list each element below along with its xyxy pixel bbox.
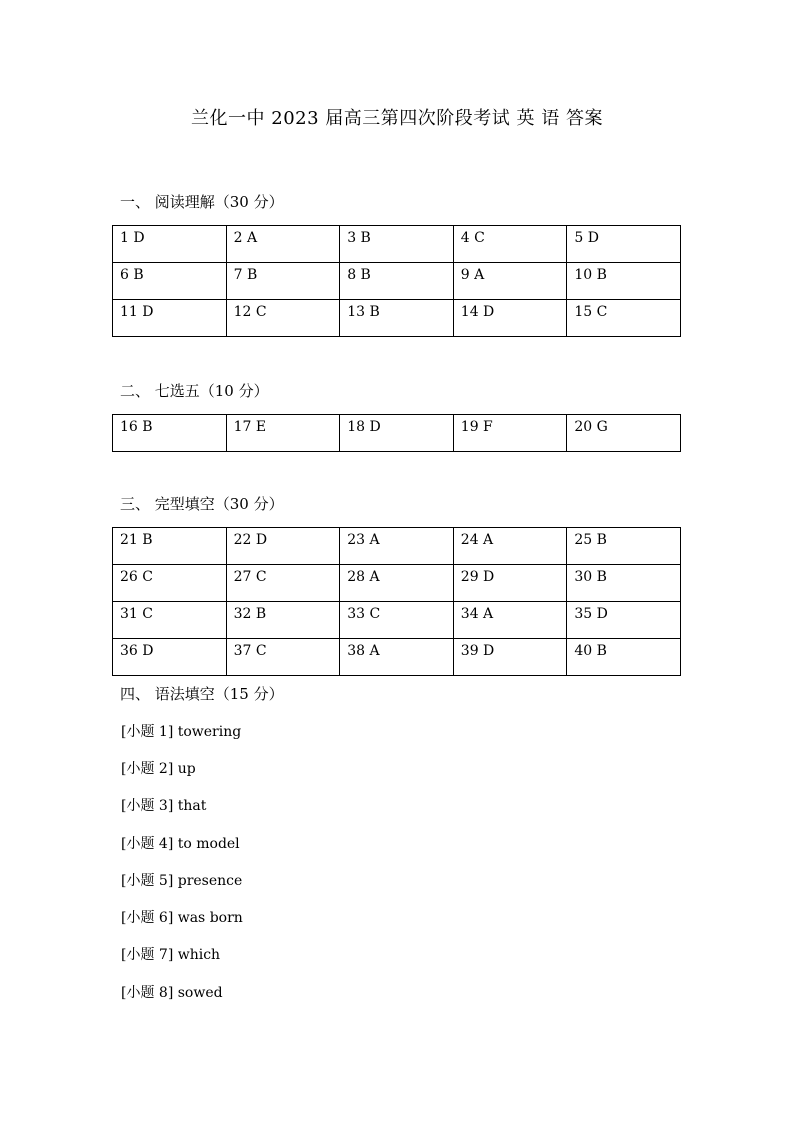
answer-cell: 12 C xyxy=(226,300,340,337)
answer-cell: 34 A xyxy=(453,602,567,639)
table-row xyxy=(113,602,681,639)
section-heading-grammar: 四、 语法填空（15 分） xyxy=(120,685,284,703)
table-row xyxy=(113,528,681,565)
list-item: [小题 7] which xyxy=(121,947,221,963)
answer-cell: 13 B xyxy=(340,300,454,337)
answer-cell: 30 B xyxy=(567,565,681,602)
answer-cell: 1 D xyxy=(113,226,227,263)
answer-cell: 29 D xyxy=(453,565,567,602)
answer-cell: 4 C xyxy=(453,226,567,263)
answer-cell: 26 C xyxy=(113,565,227,602)
answer-cell: 2 A xyxy=(226,226,340,263)
answer-cell: 33 C xyxy=(340,602,454,639)
list-item: [小题 6] was born xyxy=(121,910,243,926)
answer-cell: 35 D xyxy=(567,602,681,639)
answer-cell: 24 A xyxy=(453,528,567,565)
answer-table-cloze xyxy=(112,527,681,676)
page-title: 兰化一中 2023 届高三第四次阶段考试 英 语 答案 xyxy=(191,108,603,129)
answer-cell: 36 D xyxy=(113,639,227,676)
section-heading-reading: 一、 阅读理解（30 分） xyxy=(120,193,284,211)
answer-cell: 15 C xyxy=(567,300,681,337)
answer-cell: 27 C xyxy=(226,565,340,602)
answer-cell: 40 B xyxy=(567,639,681,676)
list-item: [小题 3] that xyxy=(121,798,207,814)
answer-cell: 18 D xyxy=(340,415,454,452)
list-item: [小题 2] up xyxy=(121,761,196,777)
answer-cell: 31 C xyxy=(113,602,227,639)
answer-cell: 21 B xyxy=(113,528,227,565)
answer-table-seven-choose-five xyxy=(112,414,681,452)
answer-cell: 17 E xyxy=(226,415,340,452)
answer-cell: 11 D xyxy=(113,300,227,337)
answer-cell: 6 B xyxy=(113,263,227,300)
answer-cell: 16 B xyxy=(113,415,227,452)
answer-cell: 22 D xyxy=(226,528,340,565)
answer-cell: 39 D xyxy=(453,639,567,676)
list-item: [小题 1] towering xyxy=(121,724,242,740)
list-item: [小题 8] sowed xyxy=(121,985,223,1001)
answer-cell: 38 A xyxy=(340,639,454,676)
answer-cell: 37 C xyxy=(226,639,340,676)
answer-cell: 23 A xyxy=(340,528,454,565)
answer-cell: 9 A xyxy=(453,263,567,300)
answer-cell: 3 B xyxy=(340,226,454,263)
answer-cell: 14 D xyxy=(453,300,567,337)
table-row xyxy=(113,300,681,337)
list-item: [小题 5] presence xyxy=(121,873,243,889)
table-row xyxy=(113,263,681,300)
answer-table-reading xyxy=(112,225,681,337)
answer-cell: 28 A xyxy=(340,565,454,602)
answer-cell: 8 B xyxy=(340,263,454,300)
section-heading-cloze: 三、 完型填空（30 分） xyxy=(120,495,284,513)
answer-cell: 20 G xyxy=(567,415,681,452)
answer-cell: 25 B xyxy=(567,528,681,565)
section-heading-seven-choose-five: 二、 七选五（10 分） xyxy=(120,382,269,400)
table-row xyxy=(113,565,681,602)
answer-cell: 19 F xyxy=(453,415,567,452)
list-item: [小题 4] to model xyxy=(121,836,240,852)
answer-cell: 10 B xyxy=(567,263,681,300)
table-row xyxy=(113,639,681,676)
answer-cell: 7 B xyxy=(226,263,340,300)
answer-cell: 32 B xyxy=(226,602,340,639)
answer-cell: 5 D xyxy=(567,226,681,263)
table-row xyxy=(113,415,681,452)
table-row xyxy=(113,226,681,263)
